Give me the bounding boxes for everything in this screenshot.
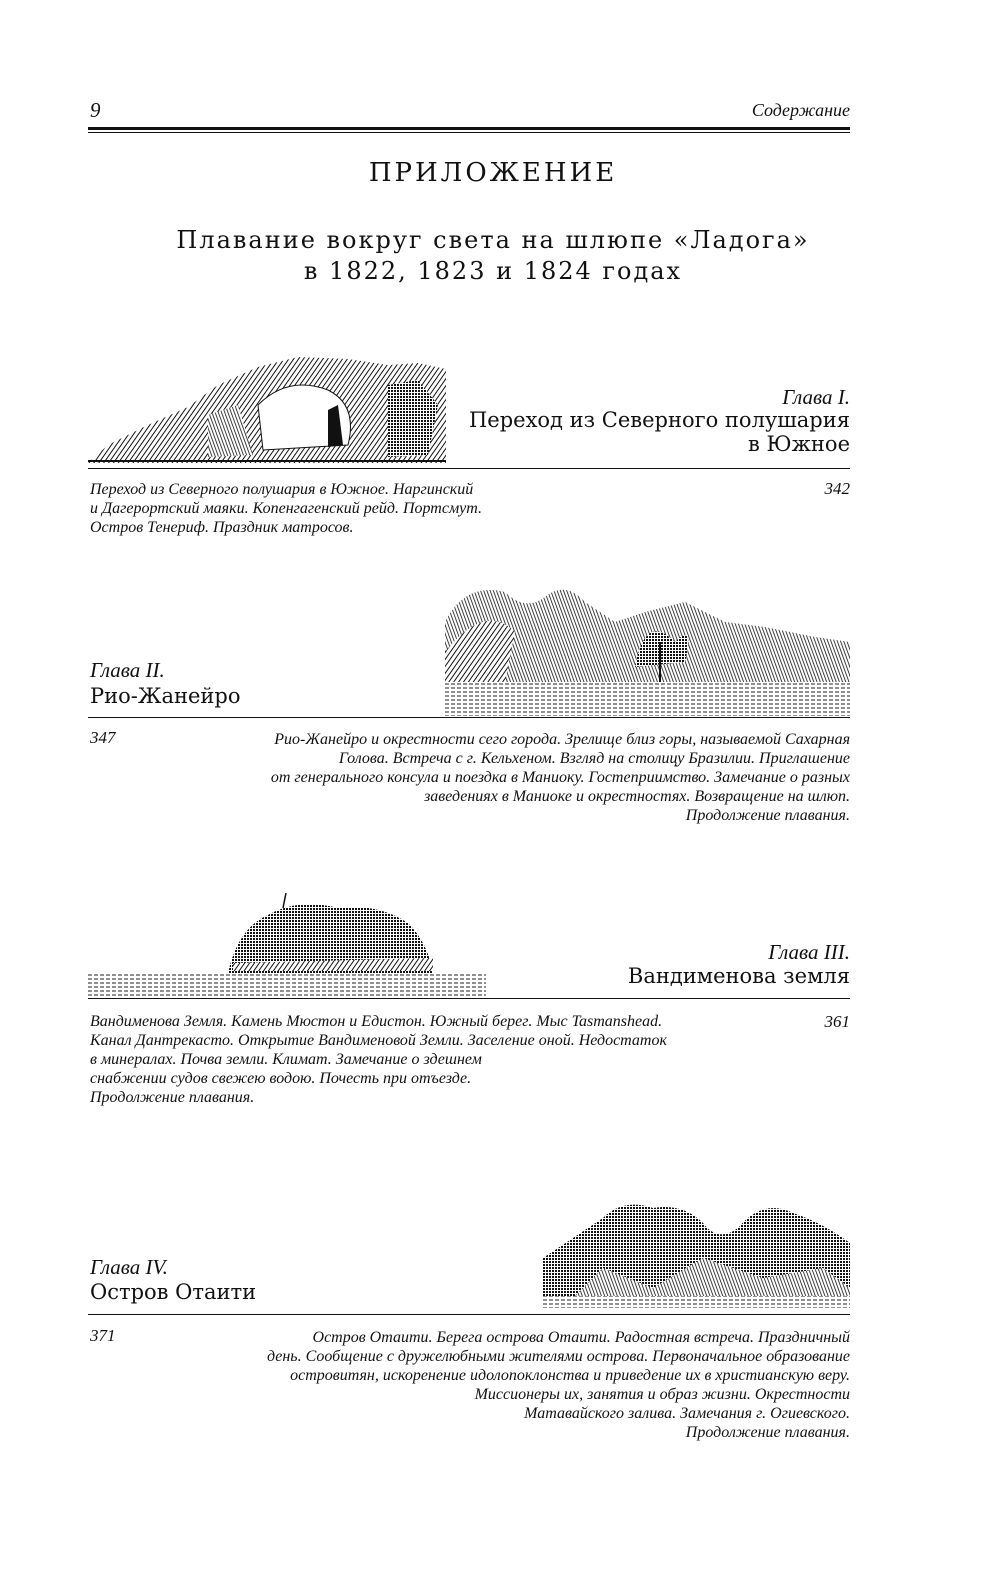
- running-title: Содержание: [751, 100, 850, 120]
- engraving-island-rock: [88, 893, 486, 998]
- chapter-4-desc-line-6: Продолжение плавания.: [685, 1424, 850, 1441]
- chapter-4-desc-line-4: Миссионеры их, занятия и образ жизни. Окрестности: [474, 1386, 850, 1403]
- chapter-2-label: Глава II.: [90, 658, 165, 682]
- chapter-4-desc-line-5: Матавайского залива. Замечания г. Огиевского.: [524, 1405, 850, 1422]
- chapter-3-desc-line-1: Вандименова Земля. Камень Мюстон и Едистон. Южный берег. Мыс Tasmanshead.: [90, 1013, 663, 1030]
- chapter-3-label: Глава III.: [768, 940, 850, 964]
- chapter-2-desc-line-1: Рио-Жанейро и окрестности сего города. Зрелище близ горы, называемой Сахарная: [274, 731, 850, 748]
- chapter-2-title: Рио-Жанейро: [90, 684, 241, 708]
- chapter-2-desc-line-2: Голова. Встреча с г. Кельхеном. Взгляд на столицу Бразилии. Приглашение: [338, 750, 850, 767]
- appendix-title: ПРИЛОЖЕНИЕ: [368, 158, 618, 188]
- page-number: 9: [90, 98, 101, 122]
- chapter-3-title: Вандименова земля: [627, 964, 850, 988]
- chapter-2-desc-line-5: Продолжение плавания.: [685, 807, 850, 824]
- chapter-1-description: [90, 480, 610, 537]
- chapter-3-desc-line-5: Продолжение плавания.: [90, 1089, 255, 1106]
- chapter-4-description: [170, 1328, 850, 1442]
- chapter-4-label: Глава IV.: [90, 1255, 168, 1279]
- chapter-4-desc-line-2: день. Сообщение с дружелюбными жителями острова. Первоначальное образование: [266, 1348, 850, 1365]
- chapter-1-page: 342: [824, 479, 850, 498]
- chapter-1-desc-line-2: и Дагерортский маяки. Копенгагенский рейд. Портсмут.: [90, 500, 483, 517]
- chapter-3-desc-line-2: Канал Дантрекасто. Открытие Вандименовой Земли. Заселение оной. Недостаток: [90, 1032, 667, 1049]
- engraving-rio-mountains: [445, 582, 850, 718]
- chapter-4-desc-line-3: островитян, искоренение идолопоклонства и приведение их в христианскую веру.: [290, 1367, 850, 1384]
- chapter-4-title: Остров Отаити: [90, 1280, 257, 1304]
- chapter-3-desc-line-3: в минералах. Почва земли. Климат. Замечание о здешнем: [90, 1051, 482, 1068]
- chapter-1-desc-line-3: Остров Тенериф. Праздник матросов.: [90, 519, 354, 536]
- chapter-3-description: [90, 1012, 780, 1107]
- engraving-cliff-coast: [88, 345, 448, 465]
- chapter-1-desc-line-1: Переход из Северного полушария в Южное. Наргинский: [90, 481, 474, 498]
- chapter-1-label: Глава I.: [782, 385, 850, 409]
- chapter-3-page: 361: [824, 1012, 850, 1031]
- chapter-1-rule: [88, 468, 850, 469]
- chapter-2-desc-line-3: от генерального консула и поездка в Маниоку. Гостеприимство. Замечание о разных: [270, 769, 850, 786]
- chapter-2-description: [170, 730, 850, 825]
- chapter-4-rule: [88, 1314, 850, 1315]
- chapter-2-desc-line-4: заведениях в Маниоке и окрестностях. Возвращение на шлюп.: [424, 788, 850, 805]
- subtitle-line-2: в 1822, 1823 и 1824 годах: [303, 257, 683, 285]
- chapter-2-rule: [88, 717, 850, 718]
- chapter-2-page: 347: [90, 728, 116, 747]
- chapter-4-page: 371: [90, 1326, 116, 1345]
- chapter-3-desc-line-4: снабжении судов свежею водою. Почесть при отъезде.: [90, 1070, 472, 1087]
- chapter-1-title-line-1: Переход из Северного полушария: [468, 408, 850, 432]
- chapter-1-title-line-2: в Южное: [748, 432, 850, 456]
- subtitle-line-1: Плавание вокруг света на шлюпе «Ладога»: [176, 226, 810, 254]
- header-rule-thin: [88, 132, 850, 133]
- appendix-subtitle: [0, 225, 986, 287]
- header-rule: [88, 127, 850, 130]
- chapter-1-title: [469, 408, 850, 456]
- chapter-3-rule: [88, 998, 850, 999]
- engraving-tahiti-mountains: [543, 1198, 850, 1310]
- chapter-4-desc-line-1: Остров Отаити. Берега острова Отаити. Радостная встреча. Праздничный: [312, 1329, 850, 1346]
